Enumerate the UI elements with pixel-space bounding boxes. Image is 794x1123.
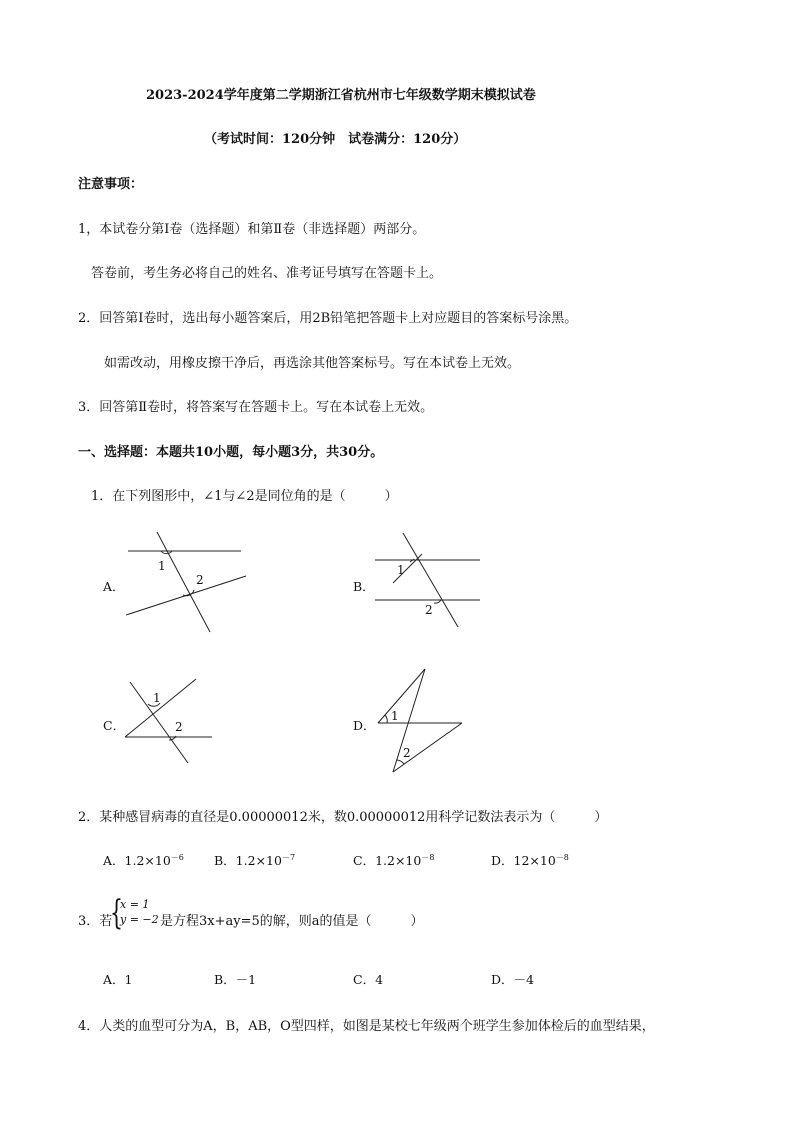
question-4-stem: 4．人类的血型可分为A，B，AB，O型四样，如图是某校七年级两个班学生参加体检后的血型结果， bbox=[78, 1019, 655, 1034]
fig-a-angle-2-label: 2 bbox=[196, 573, 204, 587]
page-title: 2023-2024学年度第二学期浙江省杭州市七年级数学期末模拟试卷 bbox=[146, 88, 536, 103]
q3-option-b[interactable]: B．－1 bbox=[214, 972, 257, 987]
fig-b-angle-2-label: 2 bbox=[425, 603, 433, 617]
q2-option-c-base: C．1.2×10 bbox=[353, 853, 422, 868]
notice-line-1: 1，本试卷分第Ⅰ卷（选择题）和第Ⅱ卷（非选择题）两部分。 bbox=[78, 222, 426, 237]
q1-option-b-label[interactable]: B． bbox=[353, 579, 375, 594]
q1-option-c-label[interactable]: C． bbox=[103, 718, 126, 733]
notice-line-4: 如需改动，用橡皮擦干净后，再选涂其他答案标号。写在本试卷上无效。 bbox=[104, 356, 521, 371]
fig-d-angle-2-label: 2 bbox=[403, 746, 411, 760]
q2-option-a-base: A．1.2×10 bbox=[103, 853, 171, 868]
notice-line-3: 2．回答第Ⅰ卷时，选出每小题答案后，用2B铅笔把答题卡上对应题目的答案标号涂黑。 bbox=[78, 311, 578, 326]
q2-option-d-exp: －8 bbox=[555, 852, 569, 862]
q2-option-b-base: B．1.2×10 bbox=[214, 853, 282, 868]
q3-option-c[interactable]: C．4 bbox=[353, 972, 384, 987]
question-3-prefix: 3．若 bbox=[78, 914, 113, 929]
system-brace-icon: { bbox=[110, 893, 123, 933]
q1-option-d-label[interactable]: D． bbox=[353, 718, 376, 733]
equation-system bbox=[120, 898, 159, 928]
equation-line-1: x = 1 bbox=[120, 898, 150, 911]
question-2-stem: 2．某种感冒病毒的直径是0.00000012米，数0.00000012用科学记数法表示为（ ） bbox=[78, 810, 608, 825]
figure-c bbox=[125, 679, 212, 763]
q2-option-b-exp: －7 bbox=[281, 852, 296, 862]
q1-option-a-label[interactable]: A． bbox=[103, 579, 125, 594]
q2-option-d-base: D．12×10 bbox=[491, 853, 556, 868]
q3-option-a[interactable]: A．1 bbox=[103, 972, 133, 987]
question-3-stem: 是方程3x+ay=5的解，则a的值是（ ） bbox=[160, 914, 424, 929]
notice-line-5: 3．回答第Ⅱ卷时，将答案写在答题卡上。写在本试卷上无效。 bbox=[78, 400, 434, 415]
q2-option-a-exp: －6 bbox=[170, 852, 184, 862]
q2-option-a[interactable] bbox=[103, 851, 184, 869]
fig-a-angle-1-label: 1 bbox=[158, 559, 166, 573]
q2-option-b[interactable] bbox=[214, 851, 295, 869]
fig-c-angle-1-label: 1 bbox=[153, 691, 161, 705]
q2-option-c-exp: －8 bbox=[421, 852, 435, 862]
fig-c-angle-2-label: 2 bbox=[175, 720, 183, 734]
equation-line-2: y = −2 bbox=[120, 912, 159, 926]
figure-a bbox=[126, 532, 246, 632]
q2-option-c[interactable] bbox=[353, 851, 434, 869]
question-1-stem: 1．在下列图形中，∠1与∠2是同位角的是（ ） bbox=[91, 489, 398, 504]
fig-b-angle-1-label: 1 bbox=[397, 563, 405, 577]
section-heading: 一、选择题：本题共10小题，每小题3分，共30分。 bbox=[78, 445, 384, 460]
q3-option-d[interactable]: D．－4 bbox=[491, 972, 534, 987]
notice-line-2: 答卷前，考生务必将自己的姓名、准考证号填写在答题卡上。 bbox=[91, 266, 443, 281]
fig-d-angle-1-label: 1 bbox=[391, 709, 399, 723]
exam-info: （考试时间：120分钟 试卷满分：120分） bbox=[204, 132, 467, 147]
notice-heading: 注意事项： bbox=[78, 177, 144, 192]
q2-option-d[interactable] bbox=[491, 851, 569, 869]
